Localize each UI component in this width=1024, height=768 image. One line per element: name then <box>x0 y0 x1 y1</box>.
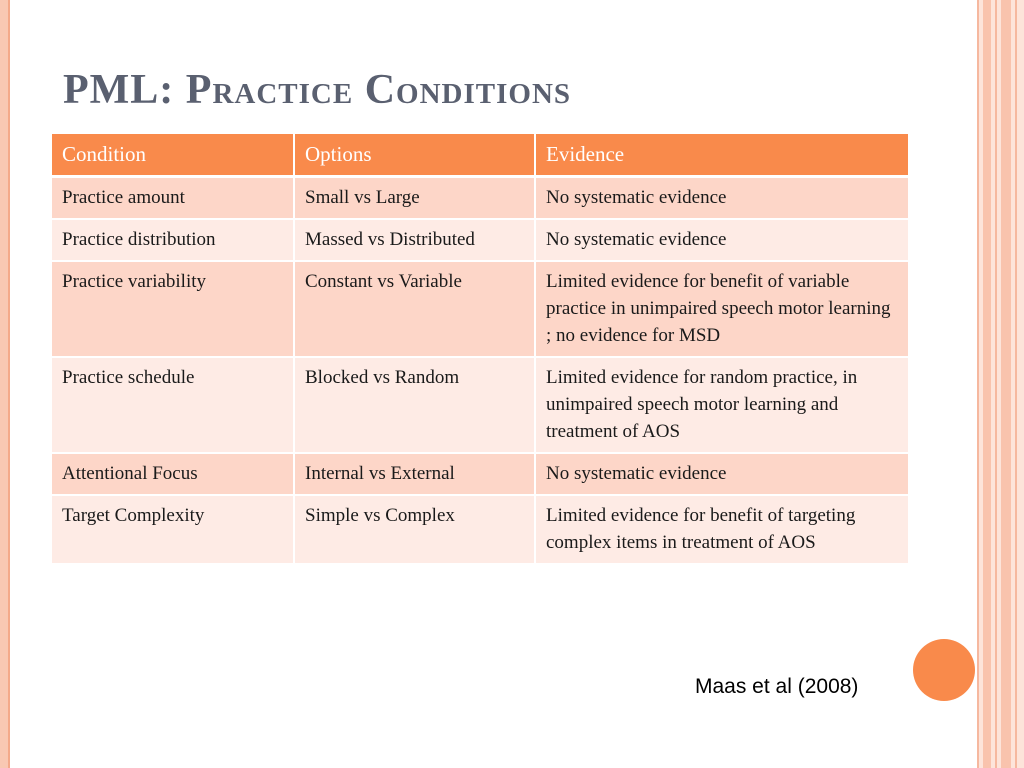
decorative-circle <box>913 639 975 701</box>
options-cell: Small vs Large <box>294 177 535 220</box>
evidence-cell: Limited evidence for benefit of targeting complex items in treatment of AOS <box>535 495 908 564</box>
table-row <box>52 261 908 357</box>
options-cell: Blocked vs Random <box>294 357 535 453</box>
slide-title: PML: Practice Conditions <box>63 67 572 113</box>
header-condition: Condition <box>52 134 294 177</box>
table-row <box>52 219 908 261</box>
evidence-cell: No systematic evidence <box>535 453 908 495</box>
condition-cell: Practice distribution <box>52 219 294 261</box>
condition-cell: Practice variability <box>52 261 294 357</box>
condition-cell: Practice schedule <box>52 357 294 453</box>
evidence-cell: Limited evidence for random practice, in unimpaired speech motor learning and treatment of AOS <box>535 357 908 453</box>
condition-cell: Practice amount <box>52 177 294 220</box>
practice-conditions-table <box>52 134 908 565</box>
options-cell: Constant vs Variable <box>294 261 535 357</box>
table-header-row <box>52 134 908 177</box>
evidence-cell: No systematic evidence <box>535 177 908 220</box>
header-evidence: Evidence <box>535 134 908 177</box>
right-border-decoration <box>977 0 1024 768</box>
options-cell: Internal vs External <box>294 453 535 495</box>
evidence-cell: Limited evidence for benefit of variable practice in unimpaired speech motor learning ; no evidence for MSD <box>535 261 908 357</box>
condition-cell: Attentional Focus <box>52 453 294 495</box>
evidence-cell: No systematic evidence <box>535 219 908 261</box>
table-row <box>52 357 908 453</box>
options-cell: Massed vs Distributed <box>294 219 535 261</box>
citation-text: Maas et al (2008) <box>695 675 859 698</box>
left-border-decoration <box>0 0 8 768</box>
table-row <box>52 453 908 495</box>
table-row <box>52 495 908 564</box>
header-options: Options <box>294 134 535 177</box>
table-row <box>52 177 908 220</box>
options-cell: Simple vs Complex <box>294 495 535 564</box>
condition-cell: Target Complexity <box>52 495 294 564</box>
